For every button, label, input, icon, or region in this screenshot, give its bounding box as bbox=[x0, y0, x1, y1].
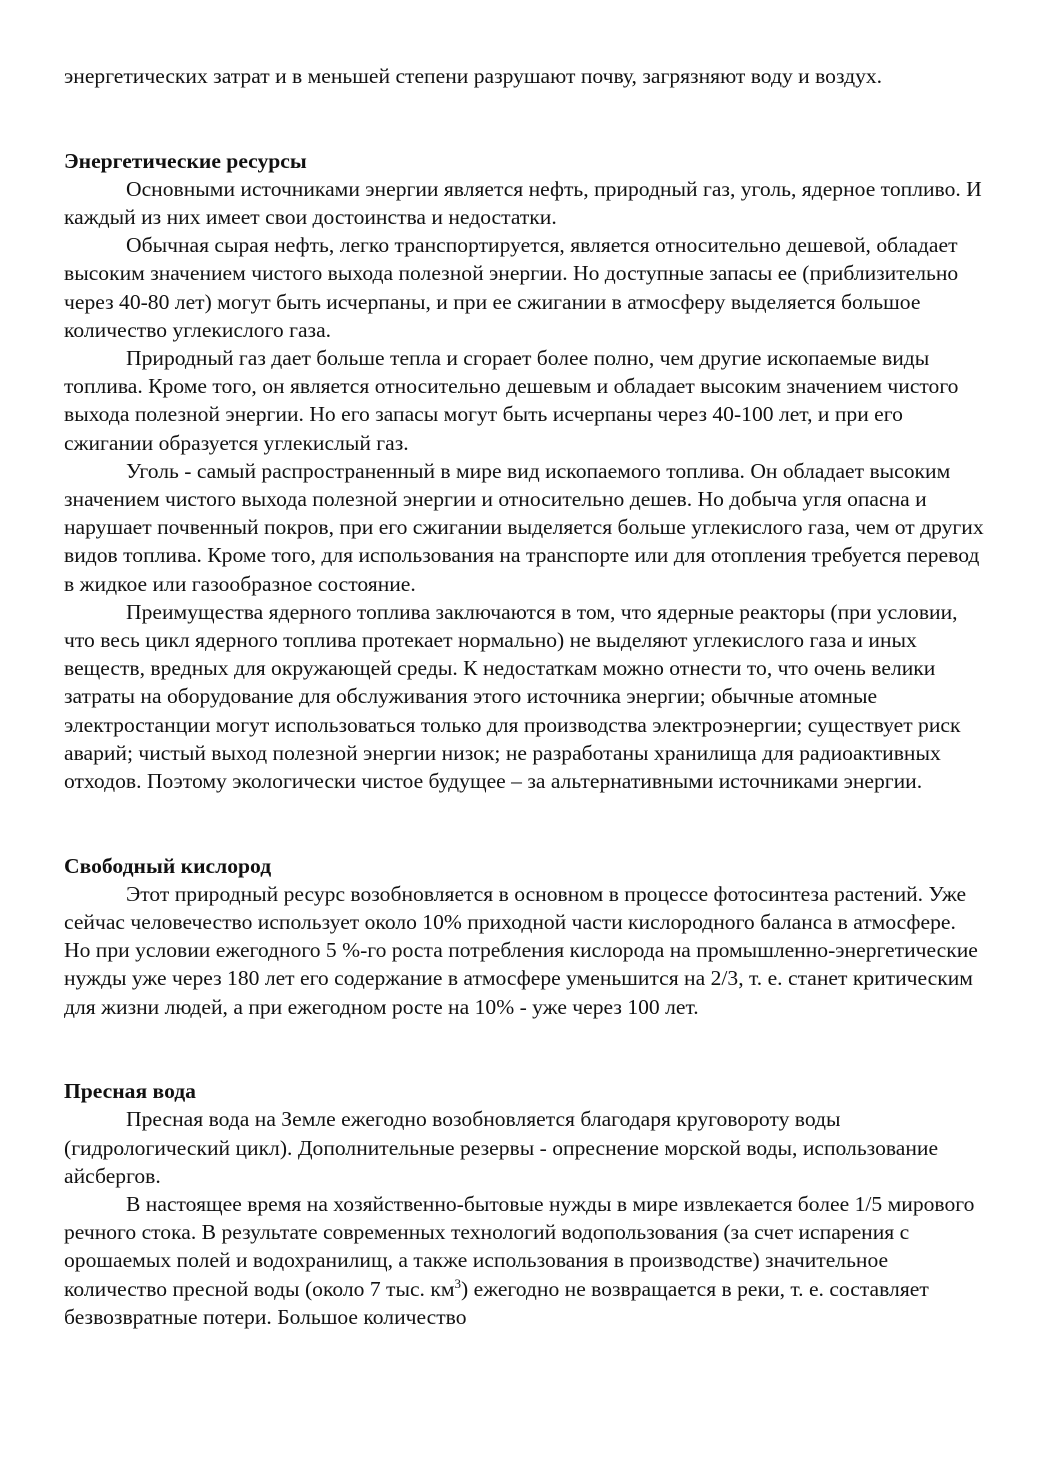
section-gap bbox=[64, 795, 984, 851]
section-gap bbox=[64, 90, 984, 146]
water-paragraph-usage bbox=[64, 1190, 984, 1331]
section-heading-oxygen: Свободный кислород bbox=[64, 853, 272, 878]
section-heading-water: Пресная вода bbox=[64, 1079, 196, 1104]
section-gap bbox=[64, 1021, 984, 1077]
energy-paragraph-gas: Природный газ дает больше тепла и сгорает более полно, чем другие ископаемые виды топлива. Кроме того, он является относительно дешевым и обладает высоким значением чистого выхода полезной энергии. Но его запасы могут быть исчерпаны через 40-100 лет, и при его сжигании образуется углекислый газ. bbox=[64, 346, 959, 455]
section-heading-energy: Энергетические ресурсы bbox=[64, 148, 307, 173]
water-paragraph-renewal: Пресная вода на Земле ежегодно возобновляется благодаря круговороту воды (гидрологический цикл). Дополнительные резервы - опреснение морской воды, использование айсбергов. bbox=[64, 1107, 939, 1188]
energy-paragraph-nuclear: Преимущества ядерного топлива заключаются в том, что ядерные реакторы (при условии, что весь цикл ядерного топлива протекает нормально) не выделяют углекислого газа и иных веществ, вредных для окружающей среды. К недостаткам можно отнести то, что очень велики затраты на оборудование для обслуживания этого источника энергии; обычные атомные электростанции могут использоваться только для производства электроэнергии; существует риск аварий; чистый выход полезной энергии низок; не разработаны хранилища для радиоактивных отходов. Поэтому экологически чистое будущее – за альтернативными источниками энергии. bbox=[64, 599, 961, 794]
superscript-cubed: 3 bbox=[454, 1275, 462, 1291]
water-usage-text-part2: ) ежегодно не возвращается в реки, т. е. составляет безвозвратные потери. Большое количество bbox=[64, 1276, 929, 1329]
energy-paragraph-coal: Уголь - самый распространенный в мире вид ископаемого топлива. Он обладает высоким значением чистого выхода полезной энергии и относительно дешев. Но добыча угля опасна и нарушает почвенный покров, при его сжигании выделяется больше углекислого газа, чем от других видов топлива. Кроме того, для использования на транспорте или для отопления требуется перевод в жидкое или газообразное состояние. bbox=[64, 458, 984, 596]
energy-paragraph-sources: Основными источниками энергии является нефть, природный газ, уголь, ядерное топливо. И каждый из них имеет свои достоинства и недостатки. bbox=[64, 176, 982, 229]
energy-paragraph-oil: Обычная сырая нефть, легко транспортируется, является относительно дешевой, обладает высоким значением чистого выхода полезной энергии. Но доступные запасы ее (приблизительно через 40-80 лет) могут быть исчерпаны, и при ее сжигании в атмосферу выделяется большое количество углекислого газа. bbox=[64, 233, 959, 342]
document-page bbox=[64, 62, 984, 1331]
oxygen-paragraph: Этот природный ресурс возобновляется в основном в процессе фотосинтеза растений. Уже сейчас человечество использует около 10% приходной части кислородного баланса в атмосфере. Но при условии ежегодного 5 %-го роста потребления кислорода на промышленно-энергетические нужды уже через 180 лет его содержание в атмосфере уменьшится на 2/3, т. е. станет критическим для жизни людей, а при ежегодном росте на 10% - уже через 100 лет. bbox=[64, 881, 978, 1019]
water-usage-text-part1: В настоящее время на хозяйственно-бытовые нужды в мире извлекается более 1/5 мирового речного стока. В результате современных технологий водопользования (за счет испарения с орошаемых полей и водохранилищ, а также использования в производстве) значительное количество пресной воды (около 7 тыс. км bbox=[64, 1192, 975, 1301]
intro-paragraph: энергетических затрат и в меньшей степени разрушают почву, загрязняют воду и воздух. bbox=[64, 64, 883, 88]
